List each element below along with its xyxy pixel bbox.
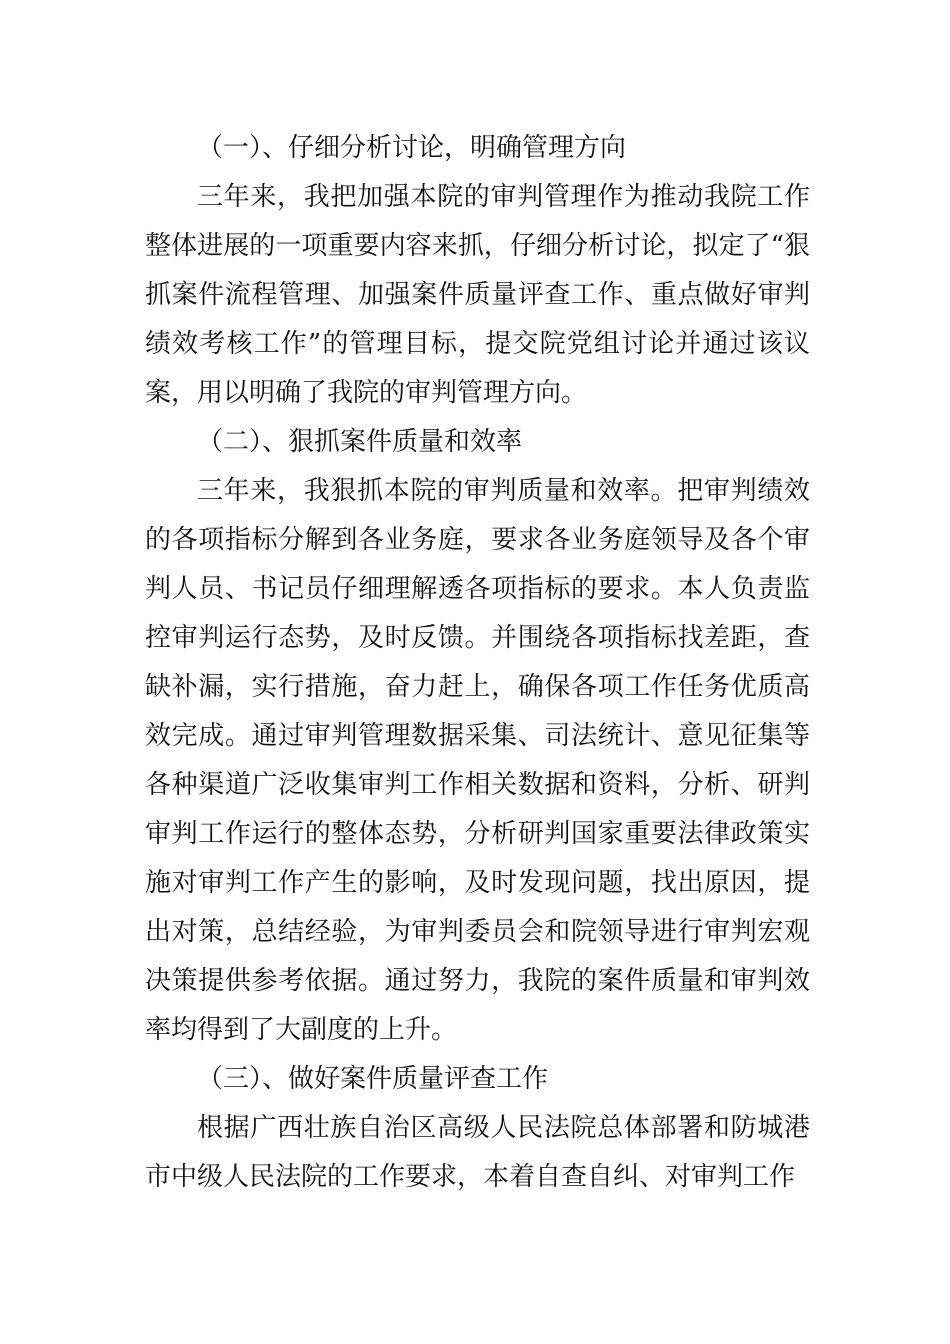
document-page [145, 124, 810, 1202]
section-heading-2: （二）、狠抓案件质量和效率 [197, 427, 523, 457]
section-heading-1: （一）、仔细分析讨论，明确管理方向 [197, 133, 627, 163]
section-paragraph-2: 三年来，我狠抓本院的审判质量和效率。把审判绩效的各项指标分解到各业务庭，要求各业务庭领导及各个审判人员、书记员仔细理解透各项指标的要求。本人负责监控审判运行态势，及时反馈。并围绕各项指标找差距，查缺补漏，实行措施，奋力赶上，确保各项工作任务优质高效完成。通过审判管理数据采集、司法统计、意见征集等各种渠道广泛收集审判工作相关数据和资料，分析、研判审判工作运行的整体态势，分析研判国家重要法律政策实施对审判工作产生的影响，及时发现问题，找出原因，提出对策，总结经验，为审判委员会和院领导进行审判宏观决策提供参考依据。通过努力，我院的案件质量和审判效率均得到了大副度的上升。 [145, 476, 810, 1045]
section-paragraph-3: 根据广西壮族自治区高级人民法院总体部署和防城港市中级人民法院的工作要求，本着自查自纠、对审判工作 [145, 1113, 810, 1192]
section-paragraph-1: 三年来，我把加强本院的审判管理作为推动我院工作整体进展的一项重要内容来抓，仔细分析讨论，拟定了“狠抓案件流程管理、加强案件质量评查工作、重点做好审判绩效考核工作”的管理目标，提交院党组讨论并通过该议案，用以明确了我院的审判管理方向。 [145, 182, 810, 408]
section-heading-3: （三）、做好案件质量评查工作 [197, 1064, 549, 1094]
